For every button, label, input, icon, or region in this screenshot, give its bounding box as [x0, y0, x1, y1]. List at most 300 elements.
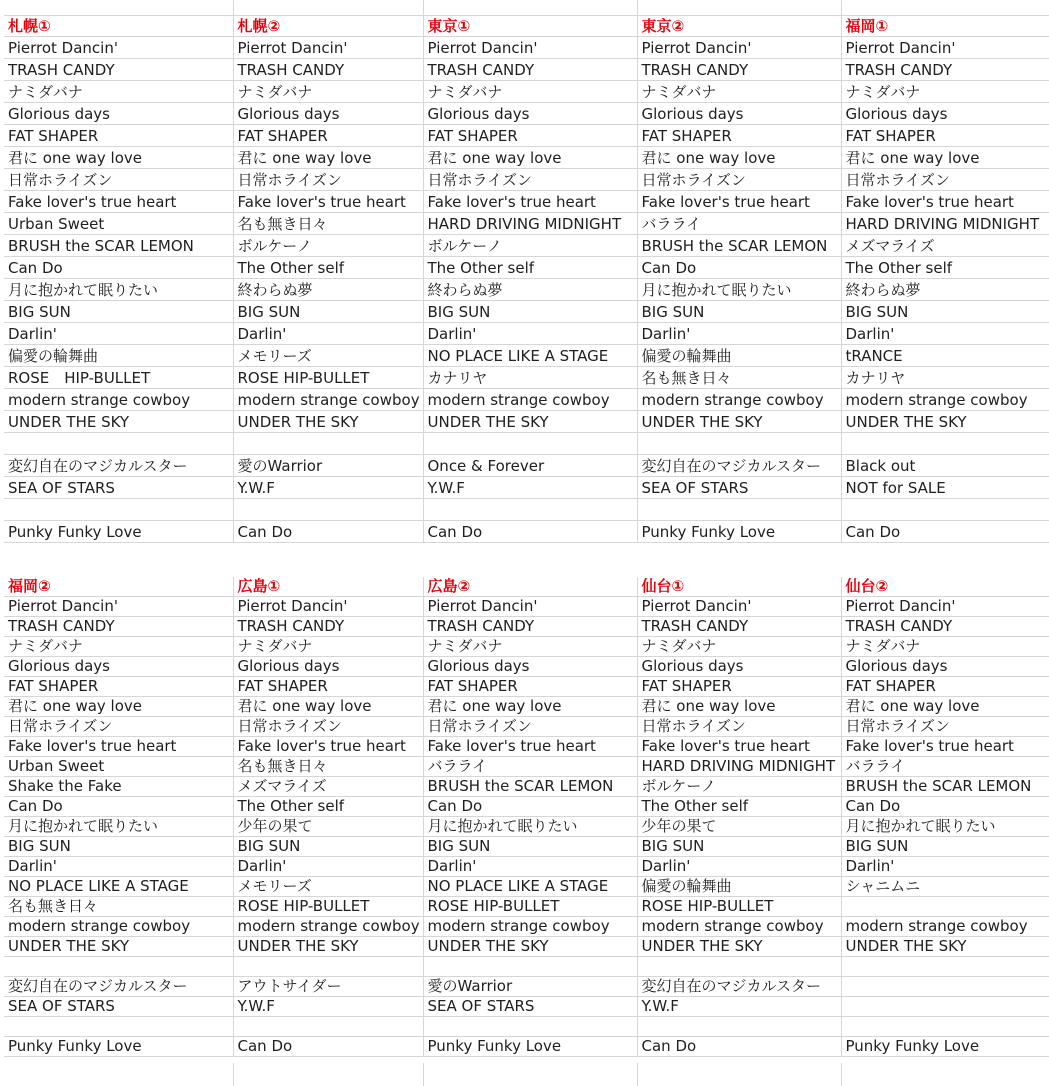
song-cell[interactable]: UNDER THE SKY — [4, 937, 233, 957]
song-cell[interactable]: Punky Funky Love — [423, 1037, 637, 1057]
song-cell[interactable]: Punky Funky Love — [841, 1037, 1049, 1057]
song-cell[interactable]: ボルケーノ — [423, 235, 637, 257]
song-row — [4, 389, 1049, 411]
song-cell[interactable]: 君に one way love — [4, 147, 233, 169]
song-cell[interactable]: tRANCE — [841, 345, 1049, 367]
song-cell[interactable]: シャニムニ — [841, 877, 1049, 897]
song-cell[interactable] — [841, 433, 1049, 455]
song-cell[interactable]: NOT for SALE — [841, 477, 1049, 499]
song-cell[interactable]: Once & Forever — [423, 455, 637, 477]
song-row — [4, 411, 1049, 433]
song-cell[interactable]: 愛のWarrior — [423, 977, 637, 997]
song-cell[interactable]: メモリーズ — [233, 345, 423, 367]
song-cell[interactable]: Pierrot Dancin' — [4, 37, 233, 59]
song-cell[interactable]: Can Do — [841, 521, 1049, 543]
song-row — [4, 235, 1049, 257]
song-cell[interactable]: ボルケーノ — [637, 777, 841, 797]
song-cell[interactable] — [4, 433, 233, 455]
song-row — [4, 877, 1049, 897]
song-cell[interactable]: FAT SHAPER — [841, 677, 1049, 697]
song-cell[interactable] — [637, 499, 841, 521]
song-cell[interactable]: Fake lover's true heart — [637, 191, 841, 213]
song-cell[interactable]: Fake lover's true heart — [423, 737, 637, 757]
song-cell[interactable]: Glorious days — [841, 103, 1049, 125]
song-cell[interactable]: 偏愛の輪舞曲 — [4, 345, 233, 367]
song-cell[interactable]: 君に one way love — [423, 147, 637, 169]
song-row — [4, 837, 1049, 857]
venue-header-sapporo-1[interactable]: 札幌① — [4, 15, 233, 37]
song-cell[interactable]: Can Do — [233, 521, 423, 543]
song-cell[interactable]: BIG SUN — [841, 301, 1049, 323]
song-cell[interactable]: FAT SHAPER — [637, 125, 841, 147]
song-cell[interactable]: FAT SHAPER — [233, 677, 423, 697]
song-cell[interactable]: ナミダバナ — [637, 637, 841, 657]
song-cell[interactable]: Glorious days — [637, 657, 841, 677]
song-cell[interactable]: 月に抱かれて眠りたい — [637, 279, 841, 301]
song-cell[interactable]: UNDER THE SKY — [423, 937, 637, 957]
song-cell[interactable]: NO PLACE LIKE A STAGE — [423, 345, 637, 367]
song-cell[interactable]: Can Do — [233, 1037, 423, 1057]
song-cell[interactable]: 月に抱かれて眠りたい — [4, 279, 233, 301]
song-cell[interactable]: BIG SUN — [637, 837, 841, 857]
song-cell[interactable]: 偏愛の輪舞曲 — [637, 345, 841, 367]
song-cell[interactable]: Darlin' — [423, 323, 637, 345]
song-cell[interactable]: TRASH CANDY — [423, 59, 637, 81]
song-cell[interactable]: Glorious days — [4, 103, 233, 125]
song-cell[interactable]: TRASH CANDY — [233, 59, 423, 81]
song-cell[interactable]: 君に one way love — [637, 147, 841, 169]
song-cell[interactable]: BRUSH the SCAR LEMON — [4, 235, 233, 257]
song-cell[interactable]: UNDER THE SKY — [233, 937, 423, 957]
song-cell[interactable]: 終わらぬ夢 — [233, 279, 423, 301]
empty-row — [4, 1017, 1049, 1037]
song-cell[interactable]: ROSE HIP-BULLET — [4, 367, 233, 389]
song-cell[interactable] — [4, 957, 233, 977]
song-cell[interactable]: ナミダバナ — [637, 81, 841, 103]
song-cell[interactable]: TRASH CANDY — [233, 617, 423, 637]
song-cell[interactable]: ROSE HIP-BULLET — [637, 897, 841, 917]
song-cell[interactable]: Fake lover's true heart — [637, 737, 841, 757]
song-row — [4, 737, 1049, 757]
song-cell[interactable]: Pierrot Dancin' — [841, 37, 1049, 59]
song-cell[interactable]: 終わらぬ夢 — [841, 279, 1049, 301]
song-cell[interactable]: 月に抱かれて眠りたい — [841, 817, 1049, 837]
song-cell[interactable]: 君に one way love — [423, 697, 637, 717]
setlist-block-1 — [4, 15, 1049, 543]
column-gridline — [233, 1063, 234, 1086]
song-cell[interactable]: BRUSH the SCAR LEMON — [841, 777, 1049, 797]
venue-header-hiroshima-2[interactable]: 広島② — [423, 577, 637, 597]
song-row — [4, 897, 1049, 917]
double-encore-row — [4, 1037, 1049, 1057]
song-cell[interactable]: ナミダバナ — [841, 637, 1049, 657]
song-cell[interactable]: Darlin' — [233, 857, 423, 877]
song-cell[interactable]: FAT SHAPER — [637, 677, 841, 697]
song-cell[interactable]: 少年の果て — [637, 817, 841, 837]
song-cell[interactable]: Punky Funky Love — [4, 521, 233, 543]
song-cell[interactable] — [841, 897, 1049, 917]
song-cell[interactable]: TRASH CANDY — [637, 59, 841, 81]
song-cell[interactable]: Can Do — [423, 521, 637, 543]
song-row — [4, 657, 1049, 677]
song-cell[interactable]: Glorious days — [233, 657, 423, 677]
venue-header-tokyo-1[interactable]: 東京① — [423, 15, 637, 37]
song-cell[interactable]: 変幻自在のマジカルスター — [637, 455, 841, 477]
encore-row — [4, 977, 1049, 997]
song-cell[interactable]: Fake lover's true heart — [423, 191, 637, 213]
song-cell[interactable]: Darlin' — [4, 323, 233, 345]
song-cell[interactable]: Y.W.F — [637, 997, 841, 1017]
song-cell[interactable]: Pierrot Dancin' — [4, 597, 233, 617]
song-cell[interactable]: アウトサイダー — [233, 977, 423, 997]
song-cell[interactable]: Pierrot Dancin' — [423, 37, 637, 59]
song-cell[interactable]: BIG SUN — [233, 301, 423, 323]
song-row — [4, 617, 1049, 637]
venue-header-fukuoka-1[interactable]: 福岡① — [841, 15, 1049, 37]
song-cell[interactable]: メズマライズ — [233, 777, 423, 797]
song-row — [4, 323, 1049, 345]
song-row — [4, 637, 1049, 657]
song-cell[interactable]: 終わらぬ夢 — [423, 279, 637, 301]
song-row — [4, 81, 1049, 103]
song-cell[interactable]: modern strange cowboy — [233, 917, 423, 937]
song-cell[interactable]: SEA OF STARS — [637, 477, 841, 499]
song-cell[interactable]: FAT SHAPER — [233, 125, 423, 147]
song-row — [4, 301, 1049, 323]
song-cell[interactable]: Glorious days — [423, 657, 637, 677]
song-cell[interactable]: 変幻自在のマジカルスター — [4, 977, 233, 997]
song-cell[interactable]: メズマライズ — [841, 235, 1049, 257]
column-gridline — [423, 1063, 424, 1086]
empty-row — [4, 433, 1049, 455]
song-cell[interactable]: SEA OF STARS — [423, 997, 637, 1017]
song-cell[interactable] — [233, 499, 423, 521]
song-cell[interactable]: FAT SHAPER — [423, 677, 637, 697]
song-cell[interactable]: UNDER THE SKY — [233, 411, 423, 433]
song-cell[interactable]: ナミダバナ — [233, 637, 423, 657]
song-cell[interactable]: FAT SHAPER — [4, 677, 233, 697]
song-cell[interactable]: バラライ — [841, 757, 1049, 777]
song-cell[interactable]: 日常ホライズン — [841, 717, 1049, 737]
song-cell[interactable]: 偏愛の輪舞曲 — [637, 877, 841, 897]
song-row — [4, 817, 1049, 837]
song-cell[interactable]: UNDER THE SKY — [637, 937, 841, 957]
song-cell[interactable] — [841, 997, 1049, 1017]
song-cell[interactable] — [841, 977, 1049, 997]
song-cell[interactable]: Darlin' — [423, 857, 637, 877]
song-cell[interactable]: 君に one way love — [637, 697, 841, 717]
song-cell[interactable] — [841, 957, 1049, 977]
song-cell[interactable]: Fake lover's true heart — [233, 191, 423, 213]
song-cell[interactable]: 日常ホライズン — [637, 169, 841, 191]
song-cell[interactable]: ナミダバナ — [233, 81, 423, 103]
song-cell[interactable] — [233, 433, 423, 455]
song-row — [4, 59, 1049, 81]
song-cell[interactable]: UNDER THE SKY — [423, 411, 637, 433]
song-cell[interactable]: Fake lover's true heart — [841, 191, 1049, 213]
song-cell[interactable]: modern strange cowboy — [637, 389, 841, 411]
song-cell[interactable] — [423, 1017, 637, 1037]
song-cell[interactable]: Can Do — [4, 797, 233, 817]
song-cell[interactable]: NO PLACE LIKE A STAGE — [423, 877, 637, 897]
column-gridline — [233, 0, 234, 15]
venue-header-fukuoka-2[interactable]: 福岡② — [4, 577, 233, 597]
song-cell[interactable]: UNDER THE SKY — [841, 937, 1049, 957]
song-cell[interactable]: HARD DRIVING MIDNIGHT — [637, 757, 841, 777]
header-row — [4, 15, 1049, 37]
song-cell[interactable]: NO PLACE LIKE A STAGE — [4, 877, 233, 897]
song-cell[interactable]: The Other self — [423, 257, 637, 279]
song-cell[interactable] — [4, 1017, 233, 1037]
song-cell[interactable]: Fake lover's true heart — [4, 737, 233, 757]
song-cell[interactable]: 日常ホライズン — [423, 717, 637, 737]
encore-row — [4, 477, 1049, 499]
song-cell[interactable]: 名も無き日々 — [637, 367, 841, 389]
song-cell[interactable]: UNDER THE SKY — [841, 411, 1049, 433]
song-row — [4, 257, 1049, 279]
song-cell[interactable]: バラライ — [423, 757, 637, 777]
song-cell[interactable]: Darlin' — [841, 857, 1049, 877]
song-cell[interactable]: Fake lover's true heart — [233, 737, 423, 757]
song-cell[interactable]: ROSE HIP-BULLET — [233, 897, 423, 917]
song-cell[interactable]: Y.W.F — [233, 477, 423, 499]
song-cell[interactable]: Darlin' — [841, 323, 1049, 345]
song-cell[interactable]: Darlin' — [4, 857, 233, 877]
song-cell[interactable]: UNDER THE SKY — [637, 411, 841, 433]
song-row — [4, 857, 1049, 877]
song-cell[interactable]: 少年の果て — [233, 817, 423, 837]
song-cell[interactable]: 日常ホライズン — [423, 169, 637, 191]
song-cell[interactable]: Can Do — [637, 1037, 841, 1057]
song-cell[interactable]: 日常ホライズン — [233, 169, 423, 191]
song-cell[interactable]: メモリーズ — [233, 877, 423, 897]
song-cell[interactable]: Y.W.F — [423, 477, 637, 499]
song-cell[interactable] — [841, 1017, 1049, 1037]
song-cell[interactable]: TRASH CANDY — [4, 59, 233, 81]
song-cell[interactable]: TRASH CANDY — [637, 617, 841, 637]
song-cell[interactable]: ナミダバナ — [423, 637, 637, 657]
song-cell[interactable]: ROSE HIP-BULLET — [233, 367, 423, 389]
song-cell[interactable]: カナリヤ — [841, 367, 1049, 389]
song-cell[interactable]: TRASH CANDY — [841, 59, 1049, 81]
song-cell[interactable]: The Other self — [233, 257, 423, 279]
encore-row — [4, 997, 1049, 1017]
song-cell[interactable]: TRASH CANDY — [423, 617, 637, 637]
song-cell[interactable]: FAT SHAPER — [841, 125, 1049, 147]
song-cell[interactable]: Can Do — [841, 797, 1049, 817]
column-gridline — [423, 0, 424, 15]
song-cell[interactable]: modern strange cowboy — [423, 389, 637, 411]
song-cell[interactable]: The Other self — [841, 257, 1049, 279]
empty-row — [4, 499, 1049, 521]
song-cell[interactable]: BIG SUN — [841, 837, 1049, 857]
song-cell[interactable]: ナミダバナ — [4, 637, 233, 657]
song-cell[interactable]: modern strange cowboy — [841, 917, 1049, 937]
song-cell[interactable]: 日常ホライズン — [4, 717, 233, 737]
column-gridline — [637, 1063, 638, 1086]
song-row — [4, 103, 1049, 125]
header-row — [4, 577, 1049, 597]
song-cell[interactable]: バラライ — [637, 213, 841, 235]
song-cell[interactable]: BRUSH the SCAR LEMON — [423, 777, 637, 797]
song-cell[interactable]: Pierrot Dancin' — [233, 597, 423, 617]
song-cell[interactable] — [423, 433, 637, 455]
song-cell[interactable] — [233, 957, 423, 977]
song-cell[interactable]: ナミダバナ — [423, 81, 637, 103]
song-row — [4, 717, 1049, 737]
song-cell[interactable] — [637, 433, 841, 455]
song-cell[interactable]: カナリヤ — [423, 367, 637, 389]
song-cell[interactable]: Glorious days — [637, 103, 841, 125]
song-cell[interactable]: Shake the Fake — [4, 777, 233, 797]
empty-row — [4, 957, 1049, 977]
song-cell[interactable]: TRASH CANDY — [841, 617, 1049, 637]
song-cell[interactable]: 名も無き日々 — [233, 757, 423, 777]
song-cell[interactable]: The Other self — [233, 797, 423, 817]
song-cell[interactable]: Punky Funky Love — [637, 521, 841, 543]
song-cell[interactable]: ナミダバナ — [4, 81, 233, 103]
song-cell[interactable] — [4, 499, 233, 521]
double-encore-row — [4, 521, 1049, 543]
song-cell[interactable]: Pierrot Dancin' — [637, 597, 841, 617]
song-cell[interactable]: modern strange cowboy — [637, 917, 841, 937]
song-cell[interactable]: Pierrot Dancin' — [841, 597, 1049, 617]
song-cell[interactable]: 愛のWarrior — [233, 455, 423, 477]
song-cell[interactable] — [423, 957, 637, 977]
song-cell[interactable]: modern strange cowboy — [841, 389, 1049, 411]
song-cell[interactable]: 君に one way love — [841, 697, 1049, 717]
song-cell[interactable]: Can Do — [637, 257, 841, 279]
song-row — [4, 147, 1049, 169]
song-cell[interactable]: BRUSH the SCAR LEMON — [637, 235, 841, 257]
song-row — [4, 345, 1049, 367]
song-cell[interactable]: Glorious days — [4, 657, 233, 677]
song-cell[interactable] — [233, 1017, 423, 1037]
song-cell[interactable]: 月に抱かれて眠りたい — [4, 817, 233, 837]
song-cell[interactable]: 君に one way love — [4, 697, 233, 717]
song-cell[interactable]: 名も無き日々 — [4, 897, 233, 917]
sheet-bottom-area — [4, 1063, 1049, 1086]
song-row — [4, 597, 1049, 617]
song-cell[interactable]: HARD DRIVING MIDNIGHT — [423, 213, 637, 235]
song-cell[interactable]: SEA OF STARS — [4, 997, 233, 1017]
song-cell[interactable]: Pierrot Dancin' — [637, 37, 841, 59]
song-cell[interactable]: 日常ホライズン — [637, 717, 841, 737]
song-row — [4, 697, 1049, 717]
venue-header-sendai-1[interactable]: 仙台① — [637, 577, 841, 597]
song-cell[interactable]: BIG SUN — [423, 837, 637, 857]
song-cell[interactable]: ROSE HIP-BULLET — [423, 897, 637, 917]
song-cell[interactable]: BIG SUN — [4, 837, 233, 857]
song-cell[interactable] — [423, 499, 637, 521]
song-cell[interactable]: Can Do — [4, 257, 233, 279]
block-separator — [4, 560, 1049, 577]
song-cell[interactable]: Pierrot Dancin' — [423, 597, 637, 617]
song-cell[interactable]: 変幻自在のマジカルスター — [637, 977, 841, 997]
song-cell[interactable]: HARD DRIVING MIDNIGHT — [841, 213, 1049, 235]
song-cell[interactable]: 日常ホライズン — [4, 169, 233, 191]
song-cell[interactable] — [637, 1017, 841, 1037]
song-row — [4, 937, 1049, 957]
song-cell[interactable]: Darlin' — [637, 857, 841, 877]
song-cell[interactable]: modern strange cowboy — [4, 917, 233, 937]
song-row — [4, 797, 1049, 817]
song-cell[interactable]: Punky Funky Love — [4, 1037, 233, 1057]
song-cell[interactable]: Glorious days — [233, 103, 423, 125]
song-row — [4, 677, 1049, 697]
song-cell[interactable]: Darlin' — [637, 323, 841, 345]
song-cell[interactable]: Black out — [841, 455, 1049, 477]
song-cell[interactable]: The Other self — [637, 797, 841, 817]
column-gridline — [841, 1063, 842, 1086]
song-cell[interactable]: ナミダバナ — [841, 81, 1049, 103]
song-cell[interactable]: Glorious days — [841, 657, 1049, 677]
sheet-top-strip — [4, 0, 1049, 16]
column-gridline — [637, 0, 638, 15]
song-cell[interactable] — [637, 957, 841, 977]
song-cell[interactable]: Urban Sweet — [4, 213, 233, 235]
song-cell[interactable]: 名も無き日々 — [233, 213, 423, 235]
song-row — [4, 125, 1049, 147]
song-cell[interactable]: UNDER THE SKY — [4, 411, 233, 433]
song-cell[interactable]: 君に one way love — [233, 697, 423, 717]
setlist-block-2 — [4, 577, 1049, 1057]
song-row — [4, 37, 1049, 59]
venue-header-tokyo-2[interactable]: 東京② — [637, 15, 841, 37]
song-cell[interactable]: Urban Sweet — [4, 757, 233, 777]
song-row — [4, 279, 1049, 301]
column-gridline — [841, 0, 842, 15]
song-cell[interactable]: ボルケーノ — [233, 235, 423, 257]
venue-header-sapporo-2[interactable]: 札幌② — [233, 15, 423, 37]
song-cell[interactable]: BIG SUN — [423, 301, 637, 323]
song-cell[interactable]: BIG SUN — [4, 301, 233, 323]
song-row — [4, 367, 1049, 389]
song-cell[interactable]: Y.W.F — [233, 997, 423, 1017]
song-cell[interactable]: Darlin' — [233, 323, 423, 345]
song-cell[interactable]: 日常ホライズン — [841, 169, 1049, 191]
song-cell[interactable]: BIG SUN — [637, 301, 841, 323]
song-cell[interactable]: modern strange cowboy — [423, 917, 637, 937]
song-row — [4, 777, 1049, 797]
venue-header-sendai-2[interactable]: 仙台② — [841, 577, 1049, 597]
song-cell[interactable]: Glorious days — [423, 103, 637, 125]
encore-row — [4, 455, 1049, 477]
venue-header-hiroshima-1[interactable]: 広島① — [233, 577, 423, 597]
song-row — [4, 169, 1049, 191]
song-cell[interactable]: Can Do — [423, 797, 637, 817]
song-cell[interactable] — [841, 499, 1049, 521]
song-cell[interactable]: SEA OF STARS — [4, 477, 233, 499]
song-cell[interactable]: TRASH CANDY — [4, 617, 233, 637]
song-cell[interactable]: Pierrot Dancin' — [233, 37, 423, 59]
song-cell[interactable]: 君に one way love — [233, 147, 423, 169]
song-row — [4, 917, 1049, 937]
song-cell[interactable]: modern strange cowboy — [233, 389, 423, 411]
song-cell[interactable]: Fake lover's true heart — [4, 191, 233, 213]
song-cell[interactable]: FAT SHAPER — [4, 125, 233, 147]
song-cell[interactable]: modern strange cowboy — [4, 389, 233, 411]
song-cell[interactable]: BIG SUN — [233, 837, 423, 857]
song-cell[interactable]: Fake lover's true heart — [841, 737, 1049, 757]
song-row — [4, 757, 1049, 777]
song-cell[interactable]: 君に one way love — [841, 147, 1049, 169]
song-cell[interactable]: 月に抱かれて眠りたい — [423, 817, 637, 837]
song-cell[interactable]: 日常ホライズン — [233, 717, 423, 737]
song-row — [4, 213, 1049, 235]
song-cell[interactable]: FAT SHAPER — [423, 125, 637, 147]
song-cell[interactable]: 変幻自在のマジカルスター — [4, 455, 233, 477]
